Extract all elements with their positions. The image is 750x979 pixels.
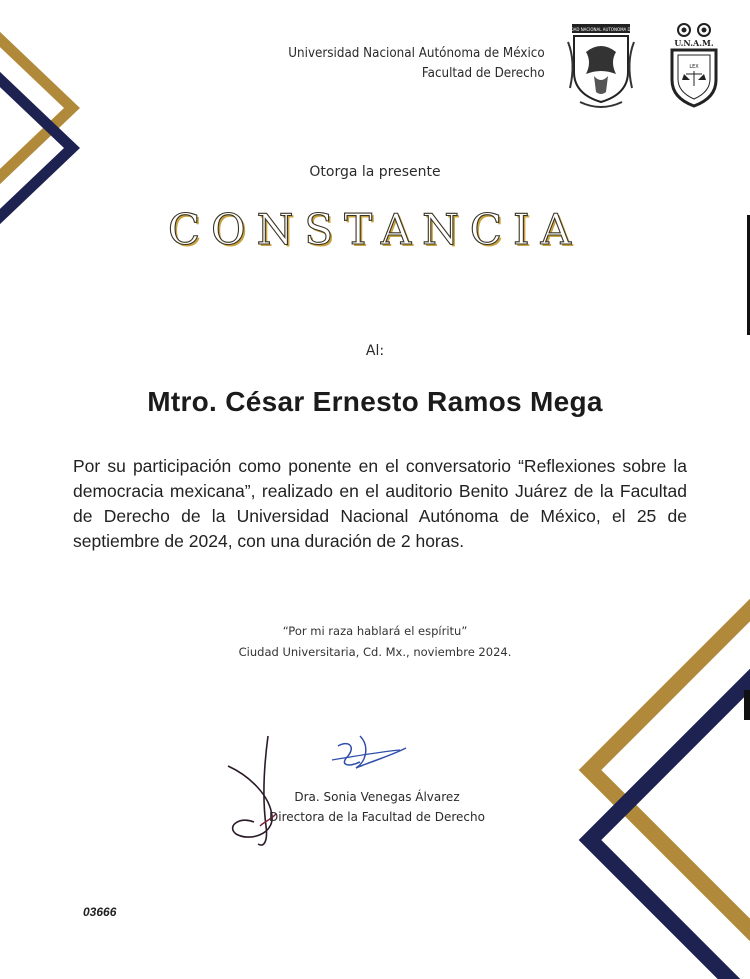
closing-block	[0, 621, 750, 663]
law-seal-inner: LEX	[689, 64, 699, 70]
law-faculty-seal-icon	[666, 22, 722, 108]
scan-edge-mark	[744, 690, 750, 720]
bottom-right-navy-chevron	[590, 670, 750, 979]
signatory-role: Directora de la Facultad de Derecho	[269, 810, 485, 824]
unam-coat-of-arms-icon	[551, 22, 651, 108]
certificate-body: Por su participación como ponente en el conversatorio “Reflexiones sobre la democracia mexicana”, realizado en el auditorio Benito Juárez de la Facultad de Derecho de la Universidad Nacional Autónoma de México, el 25 de septiembre de 2024, con una duración de 2 horas.	[73, 456, 687, 551]
folio-number: 03666	[83, 905, 117, 919]
recipient-label: Al:	[365, 343, 385, 359]
place-and-date: Ciudad Universitaria, Cd. Mx., noviembre 2024.	[238, 645, 512, 659]
certificate-title: CONSTANCIA	[168, 205, 582, 254]
university-motto: “Por mi raza hablará el espíritu”	[282, 624, 468, 638]
institution-header	[289, 44, 545, 84]
recipient-name: Mtro. César Ernesto Ramos Mega	[147, 386, 603, 417]
signatory-block	[262, 787, 492, 827]
handwritten-signature	[220, 716, 430, 856]
university-name: Universidad Nacional Autónoma de México	[288, 46, 545, 61]
law-seal-acronym: U.N.A.M.	[674, 38, 714, 48]
faculty-name: Facultad de Derecho	[422, 66, 545, 81]
certificate-intro: Otorga la presente	[309, 164, 441, 180]
signatory-name: Dra. Sonia Venegas Álvarez	[294, 790, 460, 804]
unam-seal-band: UNIVERSIDAD NACIONAL AUTONOMA DE MEXICO	[551, 27, 651, 32]
